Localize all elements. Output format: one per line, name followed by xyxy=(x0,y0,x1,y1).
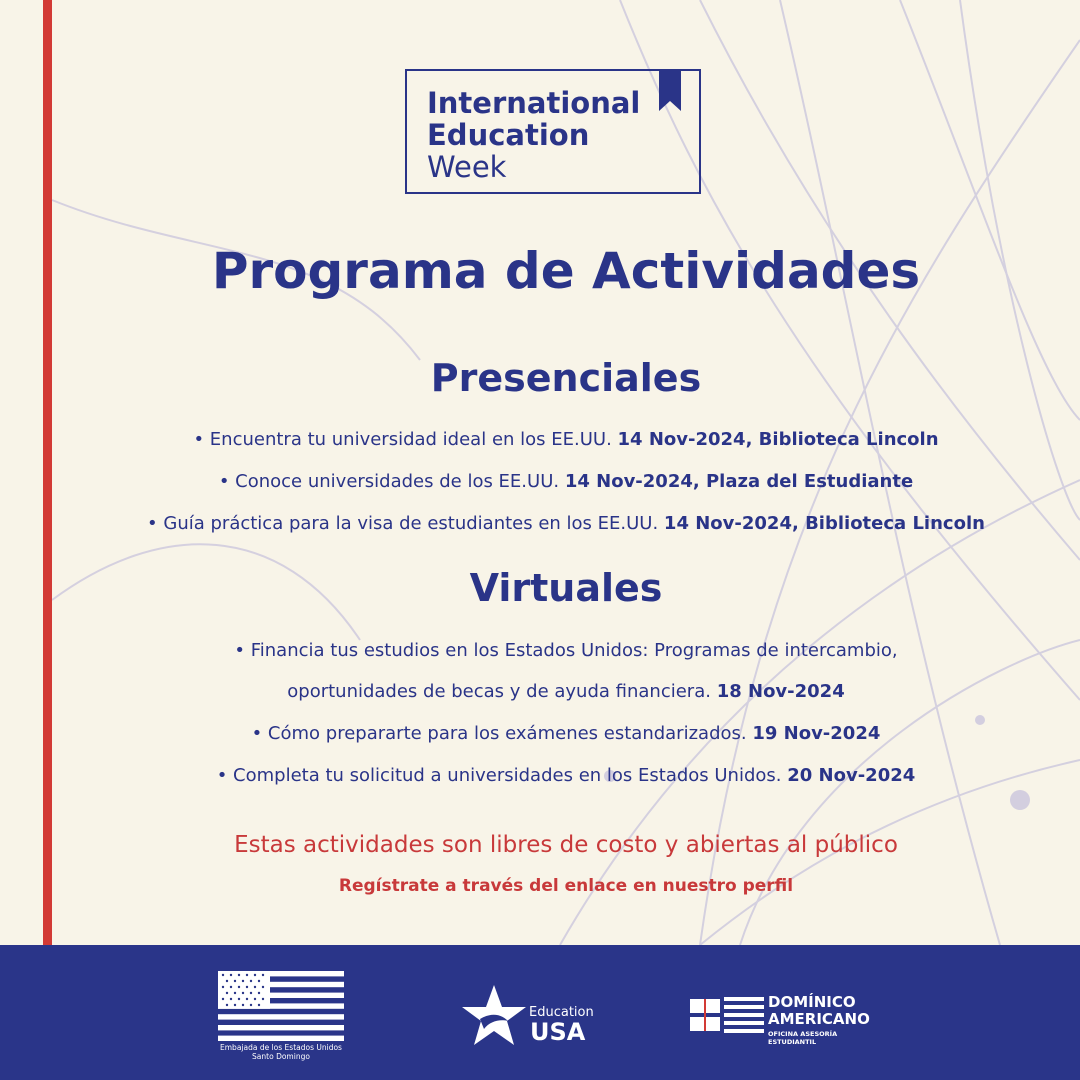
list-item: • Encuentra tu universidad ideal en los EE.UU. 14 Nov-2024, Biblioteca Lincoln xyxy=(193,429,939,450)
register-cta: Regístrate a través del enlace en nuestro perfil xyxy=(338,876,794,896)
us-flag-icon xyxy=(218,971,344,1041)
page-title: Programa de Actividades xyxy=(211,242,921,300)
list-item: • Guía práctica para la visa de estudiantes en los EE.UU. 14 Nov-2024, Biblioteca Lincoln xyxy=(147,513,985,534)
list-item: • Cómo prepararte para los exámenes estandarizados. 19 Nov-2024 xyxy=(251,723,881,744)
dominico-line-2: AMERICANO xyxy=(768,1010,870,1028)
section-heading-presenciales: Presenciales xyxy=(430,356,702,400)
education-usa-small: Education xyxy=(529,1005,594,1020)
dominico-line-1: DOMÍNICO xyxy=(768,993,856,1011)
free-activities-note: Estas actividades son libres de costo y abiertas al público xyxy=(234,832,898,858)
dominico-line-3: OFICINA ASESORÍA xyxy=(768,1030,838,1038)
iew-logo xyxy=(405,69,701,194)
footer-bar xyxy=(0,945,1080,1080)
list-item: • Completa tu solicitud a universidades en los Estados Unidos. 20 Nov-2024 xyxy=(216,765,916,786)
list-item: • Financia tus estudios en los Estados Unidos: Programas de intercambio, xyxy=(234,640,898,661)
logo-line-3: Week xyxy=(427,150,507,184)
dominico-line-4: ESTUDIANTIL xyxy=(768,1038,817,1046)
star-icon xyxy=(460,983,528,1047)
bookmark-icon xyxy=(659,69,681,111)
dominican-american-flag-icon xyxy=(690,995,764,1035)
logo-line-2: Education xyxy=(427,118,590,152)
embassy-line-1: Embajada de los Estados Unidos xyxy=(220,1043,342,1052)
education-usa-big: USA xyxy=(530,1018,586,1046)
section-heading-virtuales: Virtuales xyxy=(469,566,663,610)
list-item: oportunidades de becas y de ayuda financiera. 18 Nov-2024 xyxy=(287,681,845,702)
logo-line-1: International xyxy=(427,86,641,120)
list-item: • Conoce universidades de los EE.UU. 14 Nov-2024, Plaza del Estudiante xyxy=(218,471,914,492)
embassy-caption xyxy=(196,1043,366,1061)
embassy-line-2: Santo Domingo xyxy=(252,1052,310,1061)
red-accent-bar xyxy=(43,0,52,945)
